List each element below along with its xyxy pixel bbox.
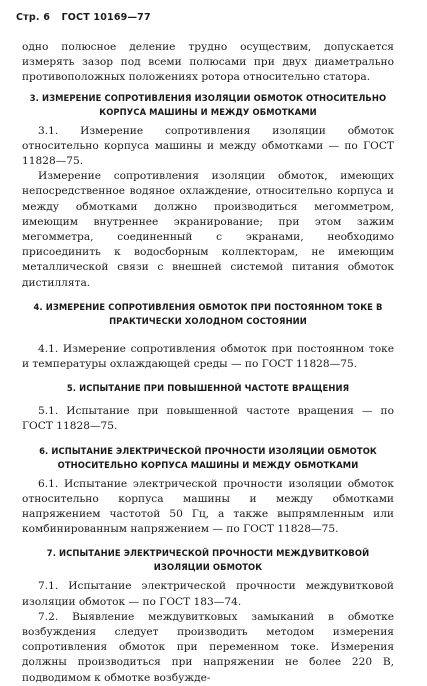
paragraph-5-1: 5.1. Испытание при повышенной частоте вращения — по ГОСТ 11828—75. [22,405,394,433]
paragraph-7-2: 7.2. Выявление междувитковых замыканий в обмотке возбуждения следует производить методом измерения сопротивления обмоток при переменном токе. Измерения должны производиться при напряжении не более 220 В, подводимом к обмотке возбужде- [22,610,394,684]
section-3-heading: 3. ИЗМЕРЕНИЕ СОПРОТИВЛЕНИЯ ИЗОЛЯЦИИ ОБМОТОК ОТНОСИТЕЛЬНО КОРПУСА МАШИНЫ И МЕЖДУ ОБМОТКАМИ [29,92,387,117]
section-4-heading: 4. ИЗМЕРЕНИЕ СОПРОТИВЛЕНИЯ ОБМОТОК ПРИ ПОСТОЯННОМ ТОКЕ В ПРАКТИЧЕСКИ ХОЛОДНОМ СОСТОЯНИИ [33,301,383,326]
paragraph-3-1: 3.1. Измерение сопротивления изоляции обмоток относительно корпуса машины и между обмотками — по ГОСТ 11828—75. [22,124,394,168]
page-number-label: Стр. 6 [16,12,51,23]
section-5-heading: 5. ИСПЫТАНИЕ ПРИ ПОВЫШЕННОЙ ЧАСТОТЕ ВРАЩЕНИЯ [66,383,350,394]
document-body [22,40,394,686]
section-6-heading: 6. ИСПЫТАНИЕ ЭЛЕКТРИЧЕСКОЙ ПРОЧНОСТИ ИЗОЛЯЦИИ ОБМОТОК ОТНОСИТЕЛЬНО КОРПУСА МАШИНЫ И МЕЖДУ ОБМОТКАМИ [39,445,377,470]
intro-paragraph: одно полюсное деление трудно осуществим, допускается измерять зазор под всеми полюсами при двух диаметрально противоположных положениях ротора относительно статора. [22,41,394,84]
section-7-heading: 7. ИСПЫТАНИЕ ЭЛЕКТРИЧЕСКОЙ ПРОЧНОСТИ МЕЖДУВИТКОВОЙ ИЗОЛЯЦИИ ОБМОТОК [46,548,370,573]
paragraph-6-1: 6.1. Испытание электрической прочности изоляции обмоток относительно корпуса машины и между обмотками напряжением частотой 50 Гц, а также выпрямленным или комбинированным напряжением — по ГОСТ 11828—75. [22,477,394,536]
page-header [16,12,151,23]
paragraph-3-1-continued: Измерение сопротивления изоляции обмоток, имеющих непосредственное водяное охлаждение, относительно корпуса и между обмотками должно производиться мегомметром, имеющим внутреннее экранирование; при этом зажим мегомметра, соединенный с экранами, необходимо присоединить к водосборным коллекторам, не имеющим металлической связи с внешней системой питания обмоток дистиллята. [22,170,394,289]
standard-number: ГОСТ 10169—77 [61,12,151,23]
paragraph-4-1: 4.1. Измерение сопротивления обмоток при постоянном токе и температуры охлаждающей среды — по ГОСТ 11828—75. [22,342,394,371]
paragraph-7-1: 7.1. Испытание электрической прочности междувитковой изоляции обмоток — по ГОСТ 183—74. [22,580,394,608]
